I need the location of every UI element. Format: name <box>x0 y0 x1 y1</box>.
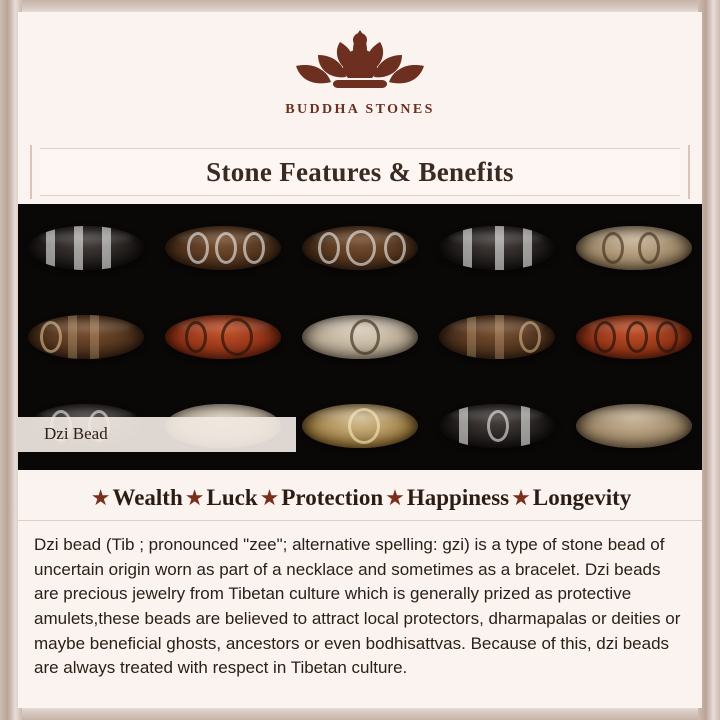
star-icon: ★ <box>385 485 405 510</box>
dzi-bead-red-eyes <box>576 315 692 359</box>
benefit-protection: Protection <box>281 485 384 510</box>
dzi-bead-brown-circles <box>302 226 418 270</box>
poster-content <box>18 12 702 708</box>
title-banner <box>40 148 680 196</box>
dzi-bead-black-patterned <box>439 404 555 448</box>
brand-header <box>18 22 702 144</box>
description-text: Dzi bead (Tib ; pronounced "zee"; alternative spelling: gzi) is a type of stone bead of uncertain origin worn as part of a necklace and sometimes as a bracelet. Dzi beads are precious jewelry from Tibetan culture which is generally prized as protective amulets,these beads are believed to attract local protectors, dharmapalas or deities or maybe beneficial ghosts, ancestors or even bodhisattvas. Because of this, dzi beads are always treated with respect in Tibetan culture. <box>34 535 681 678</box>
dzi-bead-carved-script <box>28 315 144 359</box>
star-icon: ★ <box>511 485 531 510</box>
dzi-bead-black-lines <box>439 226 555 270</box>
benefit-longevity: Longevity <box>532 485 632 510</box>
dzi-bead-photo <box>18 204 702 470</box>
lotus-buddha-icon <box>270 22 450 100</box>
benefits-row <box>18 476 702 521</box>
star-icon: ★ <box>259 485 280 510</box>
benefit-wealth: Wealth <box>112 485 183 510</box>
page-title: Stone Features & Benefits <box>206 156 514 187</box>
dzi-bead-gold-eye <box>302 404 418 448</box>
dzi-bead-red-swirl <box>165 315 281 359</box>
brand-name: BUDDHA STONES <box>285 102 435 117</box>
dzi-bead-tan-plain <box>576 404 692 448</box>
dzi-bead-tan-eyes <box>576 226 692 270</box>
dzi-bead-cream-eye <box>302 315 418 359</box>
star-icon: ★ <box>90 485 111 510</box>
star-icon: ★ <box>184 485 205 510</box>
dzi-bead-black-striped <box>28 226 144 270</box>
benefit-happiness: Happiness <box>406 485 510 510</box>
frame-bottom-border <box>0 706 720 720</box>
photo-caption: Dzi Bead <box>18 417 296 452</box>
dzi-bead-carved-script-2 <box>439 315 555 359</box>
dzi-bead-brown-eyes <box>165 226 281 270</box>
benefit-luck: Luck <box>206 485 258 510</box>
